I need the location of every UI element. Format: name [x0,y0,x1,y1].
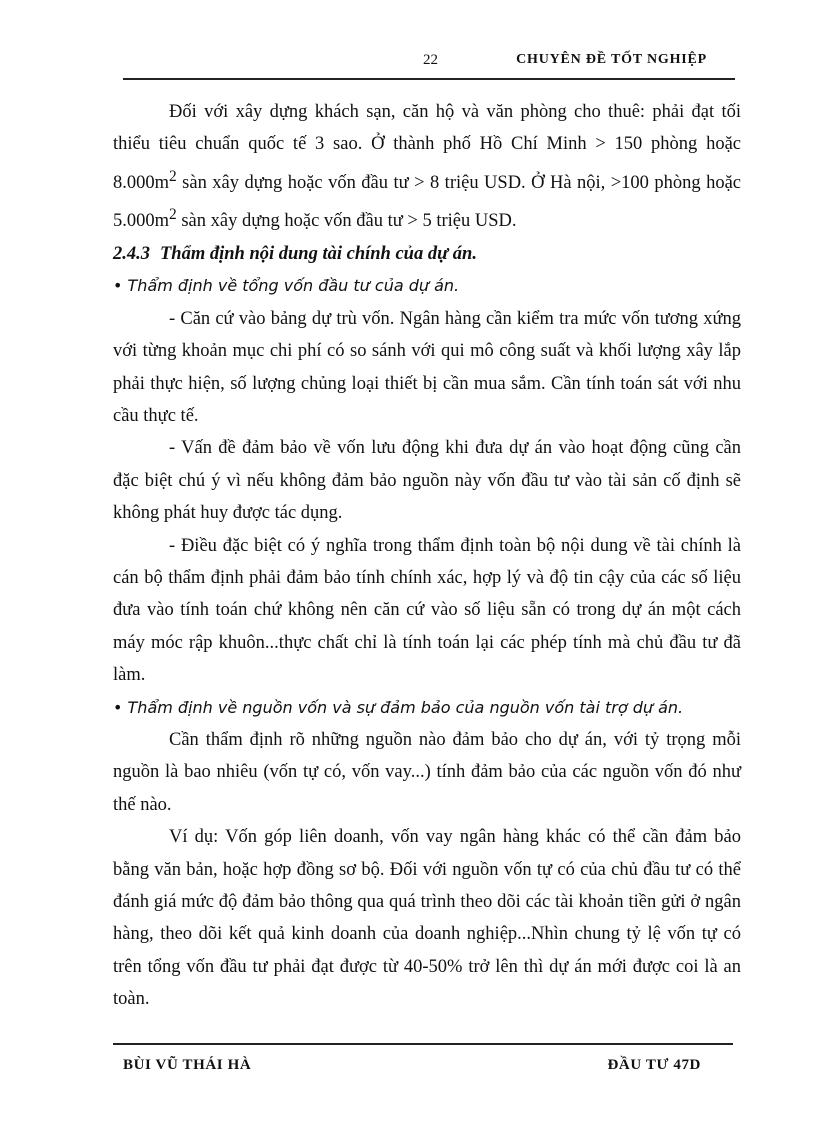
document-body [113,96,741,1016]
paragraph-intro-part2: sàn xây dựng hoặc vốn đầu tư > 8 triệu USD. Ở Hà nội, >100 phòng hoặc 5.000m [113,172,741,232]
section-number: 2.4.3 [113,243,150,264]
page-number: 22 [423,52,438,68]
paragraph-budget: - Căn cứ vào bảng dự trù vốn. Ngân hàng cần kiểm tra mức vốn tương xứng với từng khoản mục chi phí có so sánh với qui mô công suất và khối lượng xây lắp phải thực hiện, số lượng chủng loại thiết bị cần mua sắm. Cần tính toán sát với nhu cầu thực tế. [113,308,741,426]
paragraph-intro-part3: sàn xây dựng hoặc vốn đầu tư > 5 triệu USD. [176,211,517,232]
bullet-total-capital: • Thẩm định về tổng vốn đầu tư của dự án. [113,276,460,296]
author-name: BÙI VŨ THÁI HÀ [123,1057,252,1073]
page-header [123,50,735,80]
paragraph-accuracy: - Điều đặc biệt có ý nghĩa trong thẩm định toàn bộ nội dung về tài chính là cán bộ thẩm định phải đảm bảo tính chính xác, hợp lý và độ tin cậy của các số liệu đưa vào tính toán chứ không nên căn cứ vào số liệu sẵn có trong dự án một cách máy móc rập khuôn...thực chất chỉ là tính toán lại các phép tính mà chủ đầu tư đã làm. [113,535,741,686]
class-name: ĐẦU TƯ 47D [607,1057,701,1073]
paragraph-example: Ví dụ: Vốn góp liên doanh, vốn vay ngân hàng khác có thể cần đảm bảo bằng văn bản, hoặc hợp đồng sơ bộ. Đối với nguồn vốn tự có của chủ đầu tư có thể đánh giá mức độ đảm bảo thông qua quá trình theo dõi các tài khoản tiền gửi ở ngân hàng, theo dõi kết quả kinh doanh của doanh nghiệp...Nhìn chung tỷ lệ vốn tự có trên tổng vốn đầu tư phải đạt được từ 40-50% trở lên thì dự án mới được coi là an toàn. [113,827,741,1010]
bullet-capital-sources: • Thẩm định về nguồn vốn và sự đảm bảo của nguồn vốn tài trợ dự án. [113,697,684,717]
section-title: Thẩm định nội dung tài chính của dự án. [160,243,477,264]
section-heading [113,238,741,270]
paragraph-working-capital: - Vấn đề đảm bảo về vốn lưu động khi đưa dự án vào hoạt động cũng cần đặc biệt chú ý vì nếu không đảm bảo nguồn này vốn đầu tư vào tài sản cố định sẽ không phát huy được tác dụng. [113,438,741,524]
page-footer [113,1043,733,1073]
document-title: CHUYÊN ĐỀ TỐT NGHIỆP [516,52,707,67]
paragraph-intro [113,96,741,238]
superscript-1: 2 [169,167,177,185]
superscript-2: 2 [169,206,177,224]
paragraph-sources: Cần thẩm định rõ những nguồn nào đảm bảo cho dự án, với tỷ trọng mỗi nguồn là bao nhiêu (vốn tự có, vốn vay...) tính đảm bảo của các nguồn vốn đó như thế nào. [113,730,741,815]
paragraph-intro-part1: Đối với xây dựng khách sạn, căn hộ và văn phòng cho thuê: phải đạt tối thiểu tiêu chuẩn quốc tế 3 sao. Ở thành phố Hồ Chí Minh > 150 phòng hoặc 8.000m [113,102,741,193]
